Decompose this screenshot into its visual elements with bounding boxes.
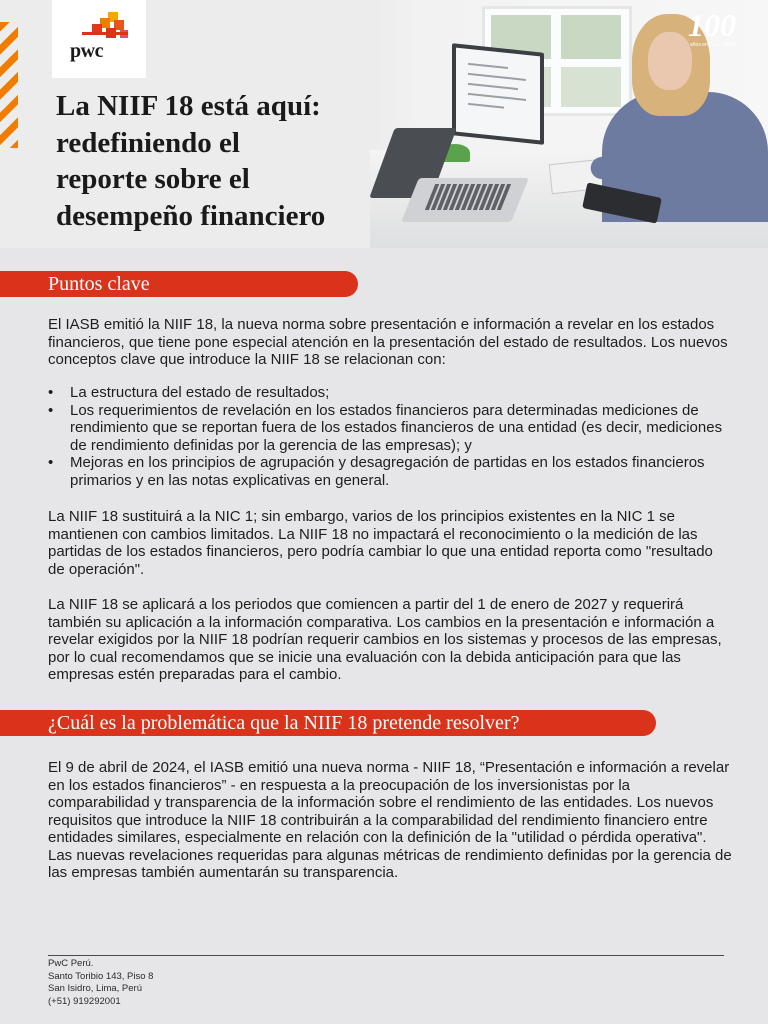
- footer-line: San Isidro, Lima, Perú: [48, 983, 142, 994]
- footer-line: (+51) 919292001: [48, 995, 121, 1007]
- list-item: • Mejoras en los principios de agrupación y desagregación de partidas en los estados financieros primarios y en las notas explicativas en general.: [48, 454, 732, 489]
- section-heading-puntos-clave: Puntos clave: [0, 271, 358, 297]
- problem-paragraph: El 9 de abril de 2024, el IASB emitió una nueva norma - NIIF 18, “Presentación e información a revelar en los estados financieros” - en respuesta a la preocupación de los inversionistas por la comparabilidad y transparencia de la información sobre el rendimiento de las entidades. Los nuevos requisitos que introduce la NIIF 18 contribuirán a la comparabilidad del rendimiento financiero entre entidades similares, especialmente en relación con la definición de la "utilidad o pérdida operativa". Las nuevas revelaciones requeridas para algunas métricas de rendimiento definidas por la gerencia de las empresas también aumentarán su transparencia.: [48, 759, 732, 881]
- orange-stripes-decoration: [0, 22, 18, 148]
- title-line: La NIIF 18 está aquí:: [56, 90, 321, 122]
- key-concepts-list: [48, 384, 732, 489]
- anniversary-caption: años en Perú | 2024: [690, 42, 735, 48]
- footer-line: Santo Toribio 143, Piso 8: [48, 970, 154, 982]
- title-line: reporte sobre el: [56, 163, 250, 195]
- list-item: • Los requerimientos de revelación en los estados financieros para determinadas mediciones de rendimiento que se reportan fuera de los estados financieros de una entidad (es decir, mediciones de rendimiento definidas por la gerencia de las empresas); y: [48, 402, 732, 455]
- list-item: • La estructura del estado de resultados;: [48, 384, 732, 402]
- footer-line: PwC Perú.: [48, 958, 94, 969]
- nic1-paragraph: La NIIF 18 sustituirá a la NIC 1; sin embargo, varios de los principios existentes en la NIC 1 se mantienen con cambios limitados. La NIIF 18 no impactará el reconocimiento o la medición de las partidas de los estados financieros, pero podría cambiar lo que una entidad reporta como "resultado de operación".: [48, 508, 713, 578]
- footer-divider: [48, 955, 724, 956]
- anniversary-number: 100: [688, 7, 736, 43]
- title-line: desempeño financiero: [56, 199, 326, 232]
- pwc-logo-mark-icon: [58, 12, 138, 42]
- pwc-logo-text: pwc: [70, 40, 103, 62]
- effective-date-paragraph: La NIIF 18 se aplicará a los periodos que comiencen a partir del 1 de enero de 2027 y requerirá también su aplicación a la información comparativa. Los cambios en la presentación e información a revelar exigidos por la NIIF 18 podrían requerir cambios en los sistemas y procesos de las empresas, por lo cual recomendamos que se inicie una evaluación con la debida anticipación para que las empresas estén preparadas para el cambio.: [48, 596, 722, 683]
- title-line: redefiniendo el: [56, 126, 240, 159]
- monitor-icon: [452, 43, 544, 145]
- anniversary-100-logo: [686, 6, 758, 48]
- page-title: [56, 88, 376, 234]
- header-banner: [0, 0, 768, 248]
- intro-paragraph: El IASB emitió la NIIF 18, la nueva norma sobre presentación e información a revelar en los estados financieros, que tiene pone especial atención en la presentación del estado de resultados. Los nuevos conceptos clave que introduce la NIIF 18 se relacionan con:: [48, 316, 728, 368]
- footer-address: [48, 958, 348, 1008]
- laptop-keyboard: [425, 184, 512, 210]
- section-heading-problematica: ¿Cuál es la problemática que la NIIF 18 pretende resolver?: [0, 710, 656, 736]
